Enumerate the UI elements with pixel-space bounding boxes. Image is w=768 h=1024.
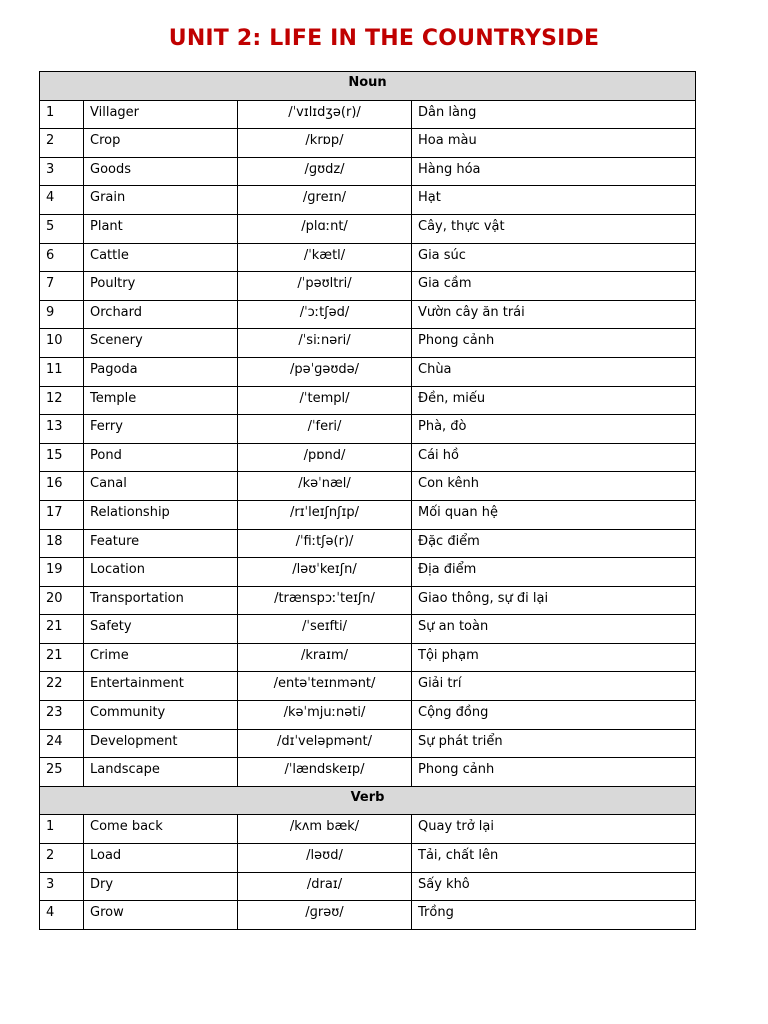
vietnamese-meaning: Đặc điểm [412,529,696,558]
phonetic-transcription: /kəˈmjuːnəti/ [238,701,412,730]
phonetic-transcription: /plɑːnt/ [238,214,412,243]
vietnamese-meaning: Chùa [412,357,696,386]
phonetic-transcription: /pɒnd/ [238,443,412,472]
table-row [40,129,696,158]
phonetic-transcription: /dɪˈveləpmənt/ [238,729,412,758]
vietnamese-meaning: Sự phát triển [412,729,696,758]
vocabulary-word: Grow [84,901,238,930]
vietnamese-meaning: Gia súc [412,243,696,272]
phonetic-transcription: /ɡʊdz/ [238,157,412,186]
vietnamese-meaning: Mối quan hệ [412,500,696,529]
vietnamese-meaning: Phong cảnh [412,329,696,358]
phonetic-transcription: /ˈkætl/ [238,243,412,272]
vocabulary-word: Safety [84,615,238,644]
row-number: 23 [40,701,84,730]
row-number: 1 [40,815,84,844]
table-row [40,214,696,243]
table-row [40,186,696,215]
row-number: 21 [40,615,84,644]
row-number: 18 [40,529,84,558]
vietnamese-meaning: Hoa màu [412,129,696,158]
phonetic-transcription: /ləʊd/ [238,844,412,873]
section-heading: Verb [40,786,696,815]
table-row [40,386,696,415]
vocabulary-word: Scenery [84,329,238,358]
vietnamese-meaning: Vườn cây ăn trái [412,300,696,329]
phonetic-transcription: /entəˈteɪnmənt/ [238,672,412,701]
row-number: 9 [40,300,84,329]
phonetic-transcription: /rɪˈleɪʃnʃɪp/ [238,500,412,529]
vocabulary-word: Plant [84,214,238,243]
vocabulary-word: Entertainment [84,672,238,701]
vietnamese-meaning: Địa điểm [412,558,696,587]
row-number: 24 [40,729,84,758]
section-header-row [40,72,696,101]
table-row [40,558,696,587]
phonetic-transcription: /kəˈnæl/ [238,472,412,501]
vietnamese-meaning: Tải, chất lên [412,844,696,873]
vocabulary-word: Ferry [84,415,238,444]
table-row [40,443,696,472]
row-number: 10 [40,329,84,358]
phonetic-transcription: /ləʊˈkeɪʃn/ [238,558,412,587]
table-row [40,529,696,558]
table-row [40,100,696,129]
vocabulary-word: Come back [84,815,238,844]
table-row [40,758,696,787]
vocabulary-word: Crop [84,129,238,158]
row-number: 1 [40,100,84,129]
vocabulary-word: Villager [84,100,238,129]
page-title: UNIT 2: LIFE IN THE COUNTRYSIDE [168,26,600,51]
row-number: 15 [40,443,84,472]
phonetic-transcription: /ɡreɪn/ [238,186,412,215]
phonetic-transcription: /krɒp/ [238,129,412,158]
vocabulary-word: Location [84,558,238,587]
vocabulary-word: Crime [84,643,238,672]
vietnamese-meaning: Cái hồ [412,443,696,472]
row-number: 6 [40,243,84,272]
table-row [40,272,696,301]
vietnamese-meaning: Cây, thực vật [412,214,696,243]
vocabulary-word: Goods [84,157,238,186]
row-number: 3 [40,157,84,186]
row-number: 11 [40,357,84,386]
vietnamese-meaning: Trồng [412,901,696,930]
vocabulary-word: Feature [84,529,238,558]
table-row [40,472,696,501]
vocabulary-word: Transportation [84,586,238,615]
table-row [40,672,696,701]
vocabulary-word: Development [84,729,238,758]
phonetic-transcription: /ˈseɪfti/ [238,615,412,644]
table-row [40,701,696,730]
vocabulary-word: Orchard [84,300,238,329]
vietnamese-meaning: Hạt [412,186,696,215]
phonetic-transcription: /kraɪm/ [238,643,412,672]
table-row [40,729,696,758]
row-number: 5 [40,214,84,243]
phonetic-transcription: /ˈsiːnəri/ [238,329,412,358]
vocabulary-word: Poultry [84,272,238,301]
phonetic-transcription: /ɡrəʊ/ [238,901,412,930]
row-number: 12 [40,386,84,415]
row-number: 2 [40,129,84,158]
phonetic-transcription: /pəˈɡəʊdə/ [238,357,412,386]
row-number: 21 [40,643,84,672]
table-row [40,500,696,529]
row-number: 3 [40,872,84,901]
table-row [40,643,696,672]
row-number: 16 [40,472,84,501]
vietnamese-meaning: Gia cầm [412,272,696,301]
vocabulary-word: Pagoda [84,357,238,386]
table-row [40,815,696,844]
table-row [40,157,696,186]
vietnamese-meaning: Giao thông, sự đi lại [412,586,696,615]
vietnamese-meaning: Quay trở lại [412,815,696,844]
table-row [40,357,696,386]
vocabulary-word: Grain [84,186,238,215]
vocabulary-word: Pond [84,443,238,472]
table-row [40,329,696,358]
phonetic-transcription: /ˈpəʊltri/ [238,272,412,301]
table-row [40,243,696,272]
table-row [40,615,696,644]
row-number: 20 [40,586,84,615]
vietnamese-meaning: Giải trí [412,672,696,701]
vocabulary-table [39,71,696,930]
vocabulary-table-body [40,72,696,930]
vietnamese-meaning: Con kênh [412,472,696,501]
vietnamese-meaning: Phong cảnh [412,758,696,787]
phonetic-transcription: /ˈfiːtʃə(r)/ [238,529,412,558]
table-row [40,872,696,901]
row-number: 19 [40,558,84,587]
row-number: 4 [40,901,84,930]
row-number: 17 [40,500,84,529]
phonetic-transcription: /ˈɔːtʃəd/ [238,300,412,329]
vietnamese-meaning: Sấy khô [412,872,696,901]
phonetic-transcription: /trænspɔːˈteɪʃn/ [238,586,412,615]
vietnamese-meaning: Cộng đồng [412,701,696,730]
vietnamese-meaning: Phà, đò [412,415,696,444]
vietnamese-meaning: Sự an toàn [412,615,696,644]
phonetic-transcription: /ˈvɪlɪdʒə(r)/ [238,100,412,129]
vocabulary-word: Community [84,701,238,730]
vietnamese-meaning: Đền, miếu [412,386,696,415]
vocabulary-word: Load [84,844,238,873]
vocabulary-word: Relationship [84,500,238,529]
vietnamese-meaning: Dân làng [412,100,696,129]
section-heading: Noun [40,72,696,101]
phonetic-transcription: /ˈferi/ [238,415,412,444]
vocabulary-word: Temple [84,386,238,415]
phonetic-transcription: /kʌm bæk/ [238,815,412,844]
vocabulary-word: Cattle [84,243,238,272]
vietnamese-meaning: Hàng hóa [412,157,696,186]
row-number: 7 [40,272,84,301]
section-header-row [40,786,696,815]
row-number: 4 [40,186,84,215]
table-row [40,586,696,615]
phonetic-transcription: /ˈlændskeɪp/ [238,758,412,787]
vietnamese-meaning: Tội phạm [412,643,696,672]
row-number: 25 [40,758,84,787]
row-number: 13 [40,415,84,444]
table-row [40,901,696,930]
phonetic-transcription: /ˈtempl/ [238,386,412,415]
vocabulary-word: Dry [84,872,238,901]
table-row [40,844,696,873]
phonetic-transcription: /draɪ/ [238,872,412,901]
row-number: 22 [40,672,84,701]
table-row [40,300,696,329]
vocabulary-word: Landscape [84,758,238,787]
vocabulary-word: Canal [84,472,238,501]
row-number: 2 [40,844,84,873]
table-row [40,415,696,444]
